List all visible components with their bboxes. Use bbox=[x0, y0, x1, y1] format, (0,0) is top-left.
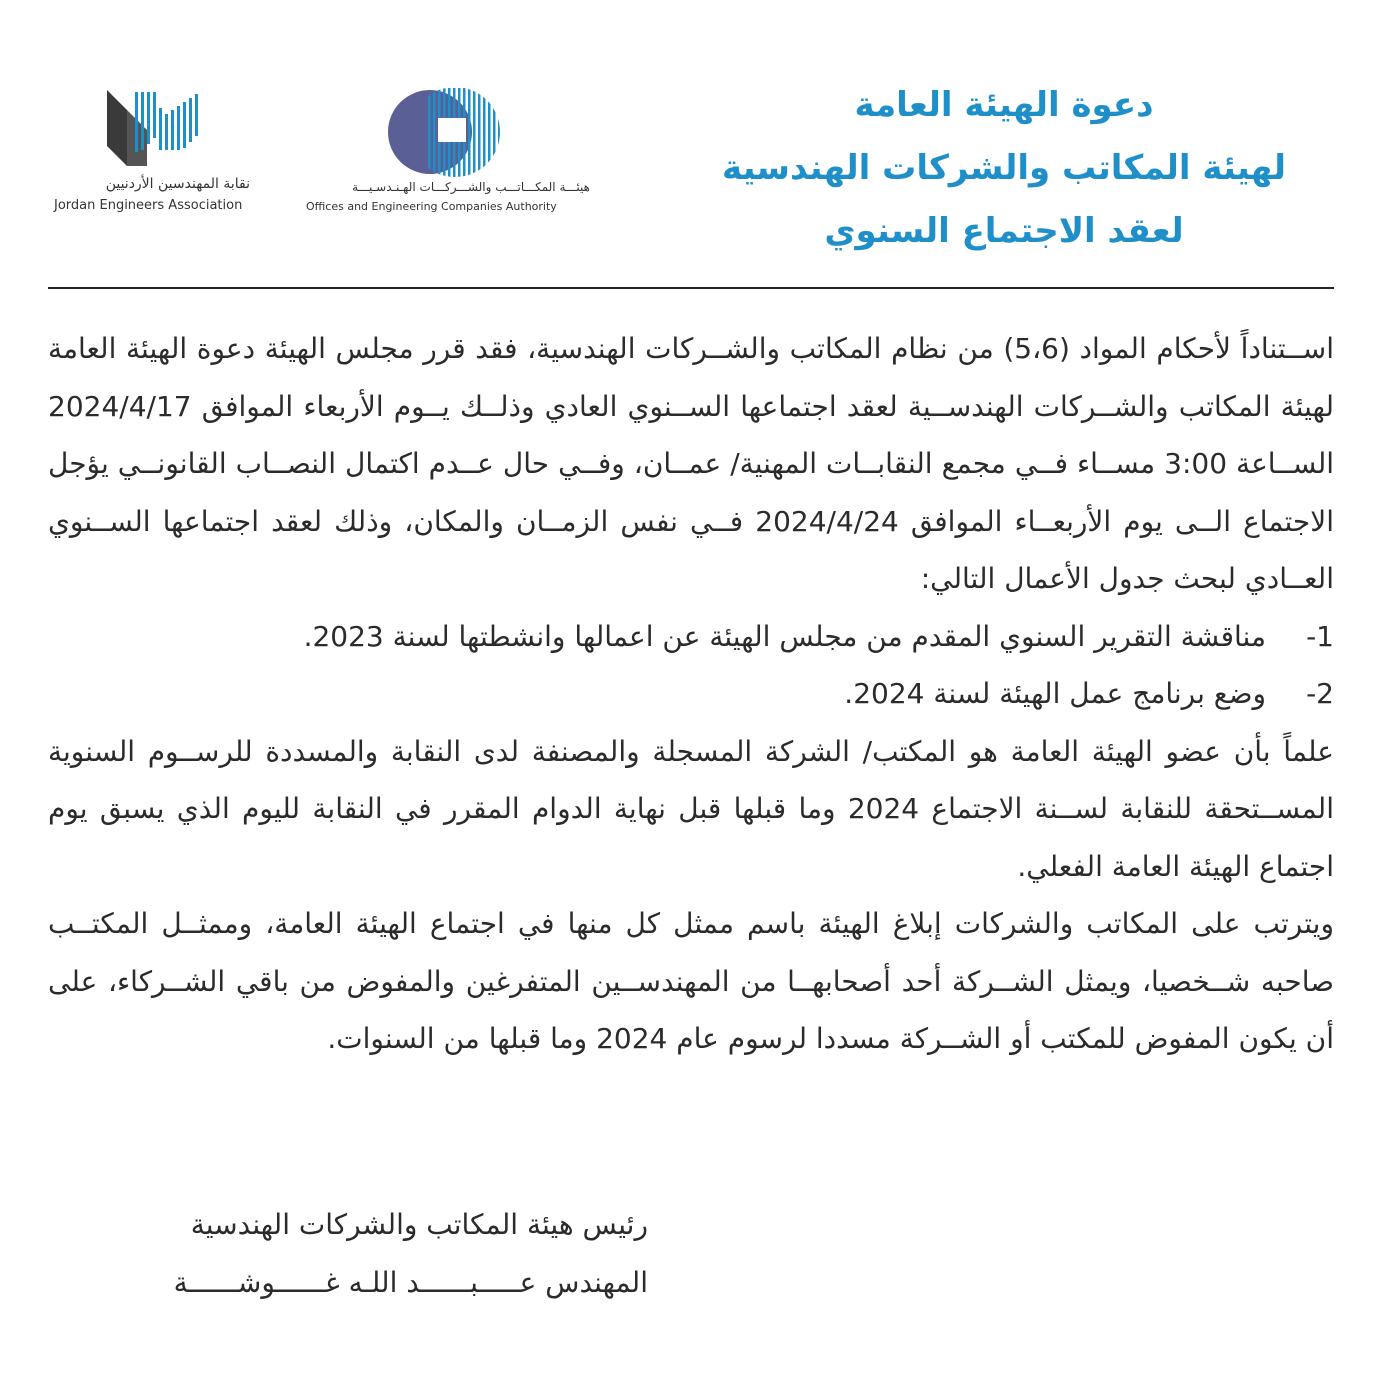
representation-paragraph: ويترتب على المكاتب والشركات إبلاغ الهيئة باسم ممثل كل منها في اجتماع الهيئة العامة، وممثــل المكتــب صاحبه شــخصيا، ويمثل الشــركة أحد أصحابهــا من المهندســين المتفرغين والمفوض من باقي الشــركاء، على أن يكون المفوض للمكتب أو الشــركة مسددا لرسوم عام 2024 وما قبلها من السنوات. bbox=[48, 907, 1334, 1055]
title-line-1: دعوة الهيئة العامة bbox=[854, 85, 1154, 125]
membership-note-paragraph: علماً بأن عضو الهيئة العامة هو المكتب/ الشركة المسجلة والمصنفة لدى النقابة والمسددة للرســوم السنوية المســتحقة للنقابة لســنة الاجتماع 2024 وما قبلها قبل نهاية الدوام المقرر في النقابة لليوم الذي يسبق يوم اجتماع الهيئة العامة الفعلي. bbox=[48, 734, 1334, 883]
jea-name-en: Jordan Engineers Association bbox=[54, 198, 243, 213]
signature-position: رئيس هيئة المكاتب والشركات الهندسية bbox=[190, 1208, 648, 1241]
oeca-emblem-icon bbox=[300, 88, 600, 178]
oeca-name-en: Offices and Engineering Companies Authority bbox=[306, 200, 557, 213]
agenda-item-text: مناقشة التقرير السنوي المقدم من مجلس الهيئة عن اعمالها وانشطتها لسنة 2023. bbox=[303, 619, 1266, 653]
jea-name-ar: نقابة المهندسين الأردنيين bbox=[105, 176, 250, 192]
agenda-item bbox=[48, 608, 1334, 666]
header-divider bbox=[48, 287, 1334, 289]
title-line-3: لعقد الاجتماع السنوي bbox=[824, 211, 1184, 251]
agenda-item-number: 2- bbox=[1306, 677, 1334, 710]
jea-emblem-icon bbox=[52, 88, 252, 178]
signature-block bbox=[48, 1196, 648, 1312]
agenda-item-text: وضع برنامج عمل الهيئة لسنة 2024. bbox=[844, 677, 1266, 710]
title-line-2: لهيئة المكاتب والشركات الهندسية bbox=[722, 148, 1286, 188]
agenda-item-number: 1- bbox=[1306, 619, 1334, 653]
page-title bbox=[674, 74, 1334, 263]
jea-logo bbox=[52, 88, 252, 220]
announcement-body bbox=[48, 320, 1334, 1068]
oeca-name-ar: هيئـــة المكـــاتـــب والشـــركـــات الهـنـدسـيـــة bbox=[352, 180, 590, 194]
signature-name: المهندس عـــــبــــــد اللـه غــــــوشــــــة bbox=[173, 1266, 648, 1299]
intro-paragraph: اســتناداً لأحكام المواد (5،6) من نظام المكاتب والشــركات الهندسية، فقد قرر مجلس الهيئة دعوة الهيئة العامة لهيئة المكاتب والشــركات الهندســية لعقد اجتماعها الســنوي العادي وذلــك يــوم الأربعاء الموافق 2024/4/17 الســاعة 3:00 مســاء فــي مجمع النقابــات المهنية/ عمــان، وفــي حال عــدم اكتمال النصــاب القانونــي يؤجل الاجتماع الــى يوم الأربعــاء الموافق 2024/4/24 فــي نفس الزمــان والمكان، وذلك لعقد اجتماعها الســنوي العــادي لبحث جدول الأعمال التالي: bbox=[48, 332, 1334, 595]
oeca-logo bbox=[300, 88, 600, 220]
agenda-item bbox=[48, 665, 1334, 723]
